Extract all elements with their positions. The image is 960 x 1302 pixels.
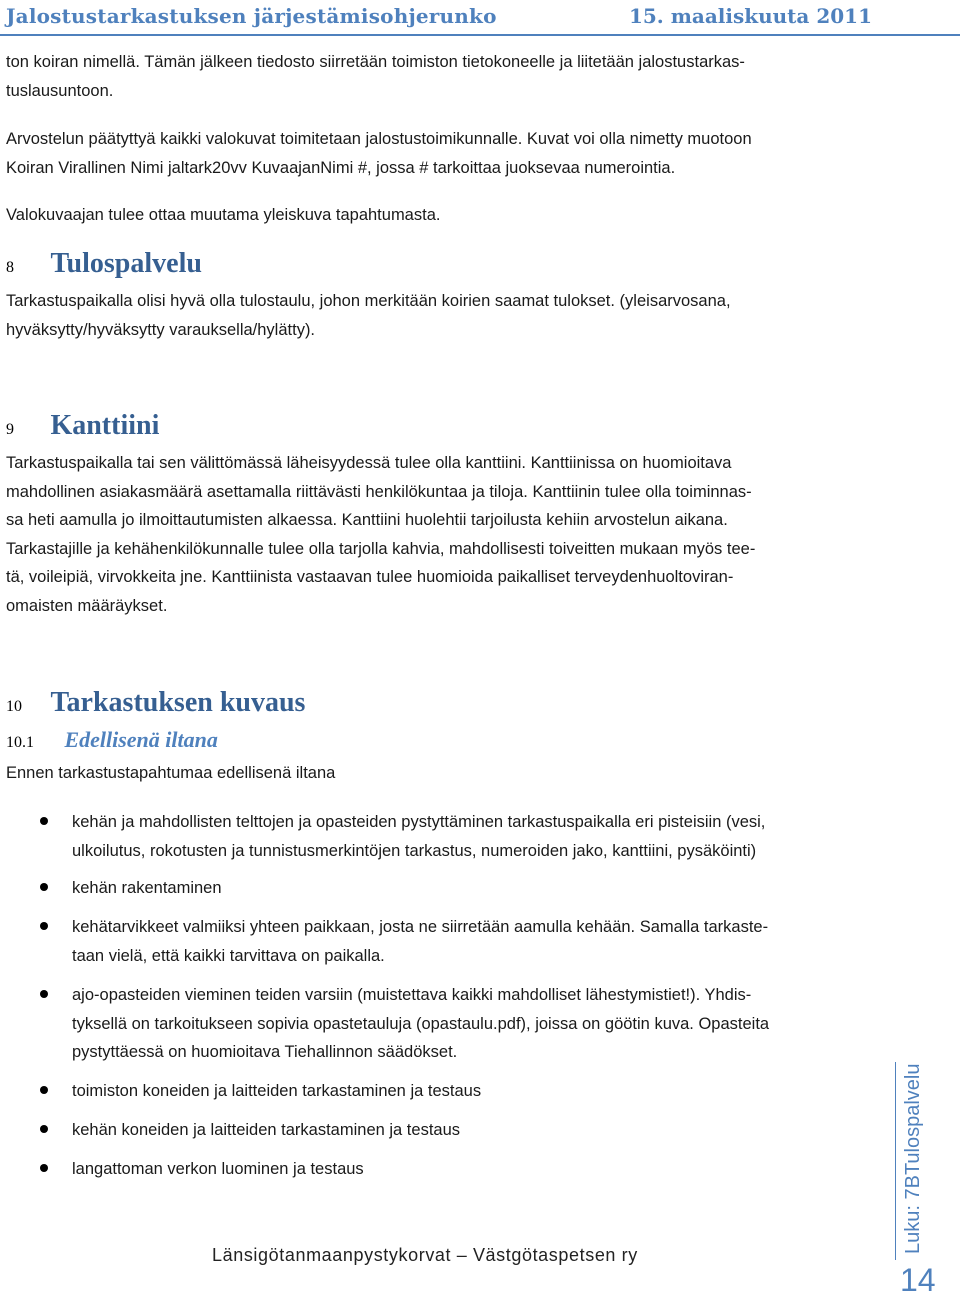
section-9-heading	[6, 410, 159, 442]
section-number: 9	[6, 421, 14, 438]
intro-paragraph-2	[6, 125, 876, 182]
text-line: ajo-opasteiden vieminen teiden varsiin (muistettava kaikki mahdolliset lähestymistiet!). Yhdis-	[72, 986, 752, 1004]
text-line: toimiston koneiden ja laitteiden tarkastaminen ja testaus	[72, 1082, 482, 1100]
bullet-icon	[40, 1086, 48, 1094]
text-line: Tarkastuspaikalla tai sen välittömässä läheisyydessä tulee olla kanttiini. Kanttiinissa on huomioitava	[6, 454, 732, 472]
text-line: kehätarvikkeet valmiiksi yhteen paikkaan, josta ne siirretään aamulla kehään. Samalla tarkaste-	[72, 918, 769, 936]
page-number: 14	[900, 1262, 936, 1298]
subsection-number: 10.1	[6, 734, 34, 751]
section-8-heading	[6, 248, 202, 280]
text-line: kehän koneiden ja laitteiden tarkastaminen ja testaus	[72, 1121, 460, 1139]
section-title: Kanttiini	[50, 410, 160, 441]
bullet-icon	[40, 817, 48, 825]
text-line: Tarkastajille ja kehähenkilökunnalle tulee olla tarjolla kahvia, mahdollisesti toiveitten mukaan myös tee-	[6, 539, 756, 558]
text-line: tuslausuntoon.	[6, 81, 114, 100]
page-header	[0, 0, 960, 36]
intro-paragraph-3	[6, 201, 876, 230]
section-number: 8	[6, 259, 14, 276]
text-line: Koiran Virallinen Nimi jaltark20vv KuvaajanNimi #, jossa # tarkoittaa juoksevaa numerointia.	[6, 158, 676, 177]
text-line: Tarkastuspaikalla olisi hyvä olla tulostaulu, johon merkitään koirien saamat tulokset. (yleisarvosana,	[6, 292, 731, 310]
text-line: tä, voileipiä, virvokkeita jne. Kanttiinista vastaavan tulee huomioida paikalliset terveydenhuoltoviran-	[6, 568, 734, 586]
document-date: 15. maaliskuuta 2011	[628, 4, 872, 28]
text-line: ulkoilutus, rokotusten ja tunnistusmerkintöjen tarkastus, numeroiden jako, kanttiini, pysäköinti)	[72, 841, 757, 860]
section-10-heading	[6, 687, 305, 719]
section-8-body	[6, 287, 876, 344]
bullet-icon	[40, 990, 48, 998]
text-line: sa heti aamulla jo ilmoittautumisten alkaessa. Kanttiini huolehtii tarjoilusta kehiin arvostelun aikana.	[6, 511, 728, 529]
text-line: kehän rakentaminen	[72, 879, 222, 897]
bullet-icon	[40, 883, 48, 891]
bullet-icon	[40, 1164, 48, 1172]
text-line: tyksellä on tarkoitukseen sopivia opastetauluja (opastaulu.pdf), joissa on göötin kuva. Opasteita	[72, 1014, 770, 1033]
text-line: ton koiran nimellä. Tämän jälkeen tiedosto siirretään toimiston tietokoneelle ja liitetään jalostustarkas-	[6, 53, 745, 71]
text-line: kehän ja mahdollisten telttojen ja opasteiden pystyttäminen tarkastuspaikalla eri pisteisiin (vesi,	[72, 813, 766, 831]
subsection-title: Edellisenä iltana	[64, 727, 218, 752]
section-9-body	[6, 449, 876, 620]
text-line: Arvostelun päätyttyä kaikki valokuvat toimitetaan jalostustoimikunnalle. Kuvat voi olla nimetty muotoon	[6, 130, 752, 148]
footer-organization: Länsigötanmaanpystykorvat – Västgötaspetsen ry	[212, 1245, 638, 1265]
section-10-1-intro	[6, 759, 876, 788]
footer-divider	[895, 1062, 896, 1260]
document-title: Jalostustarkastuksen järjestämisohjerunko	[6, 4, 497, 28]
text-line: taan vielä, että kaikki tarvittava on paikalla.	[72, 946, 385, 965]
text-line: hyväksytty/hyväksytty varauksella/hylätty).	[6, 320, 316, 339]
intro-paragraph-1	[6, 48, 876, 105]
bullet-icon	[40, 922, 48, 930]
section-10-1-heading	[6, 727, 218, 753]
section-title: Tarkastuksen kuvaus	[50, 687, 306, 718]
text-line: Valokuvaajan tulee ottaa muutama yleiskuva tapahtumasta.	[6, 206, 441, 224]
bullet-icon	[40, 1125, 48, 1133]
text-line: omaisten määräykset.	[6, 596, 168, 615]
text-line: pystyttäessä on huomioitava Tiehallinnon säädökset.	[72, 1043, 458, 1061]
section-title: Tulospalvelu	[50, 248, 202, 279]
text-line: langattoman verkon luominen ja testaus	[72, 1160, 364, 1178]
text-line: mahdollinen asiakasmäärä asettamalla riittävästi henkilökuntaa ja tiloja. Kanttiinin tulee olla toiminnas-	[6, 482, 752, 501]
chapter-label: Luku: 7BTulospalvelu	[902, 1063, 924, 1254]
section-number: 10	[6, 698, 22, 715]
text-line: Ennen tarkastustapahtumaa edellisenä iltana	[6, 764, 336, 782]
